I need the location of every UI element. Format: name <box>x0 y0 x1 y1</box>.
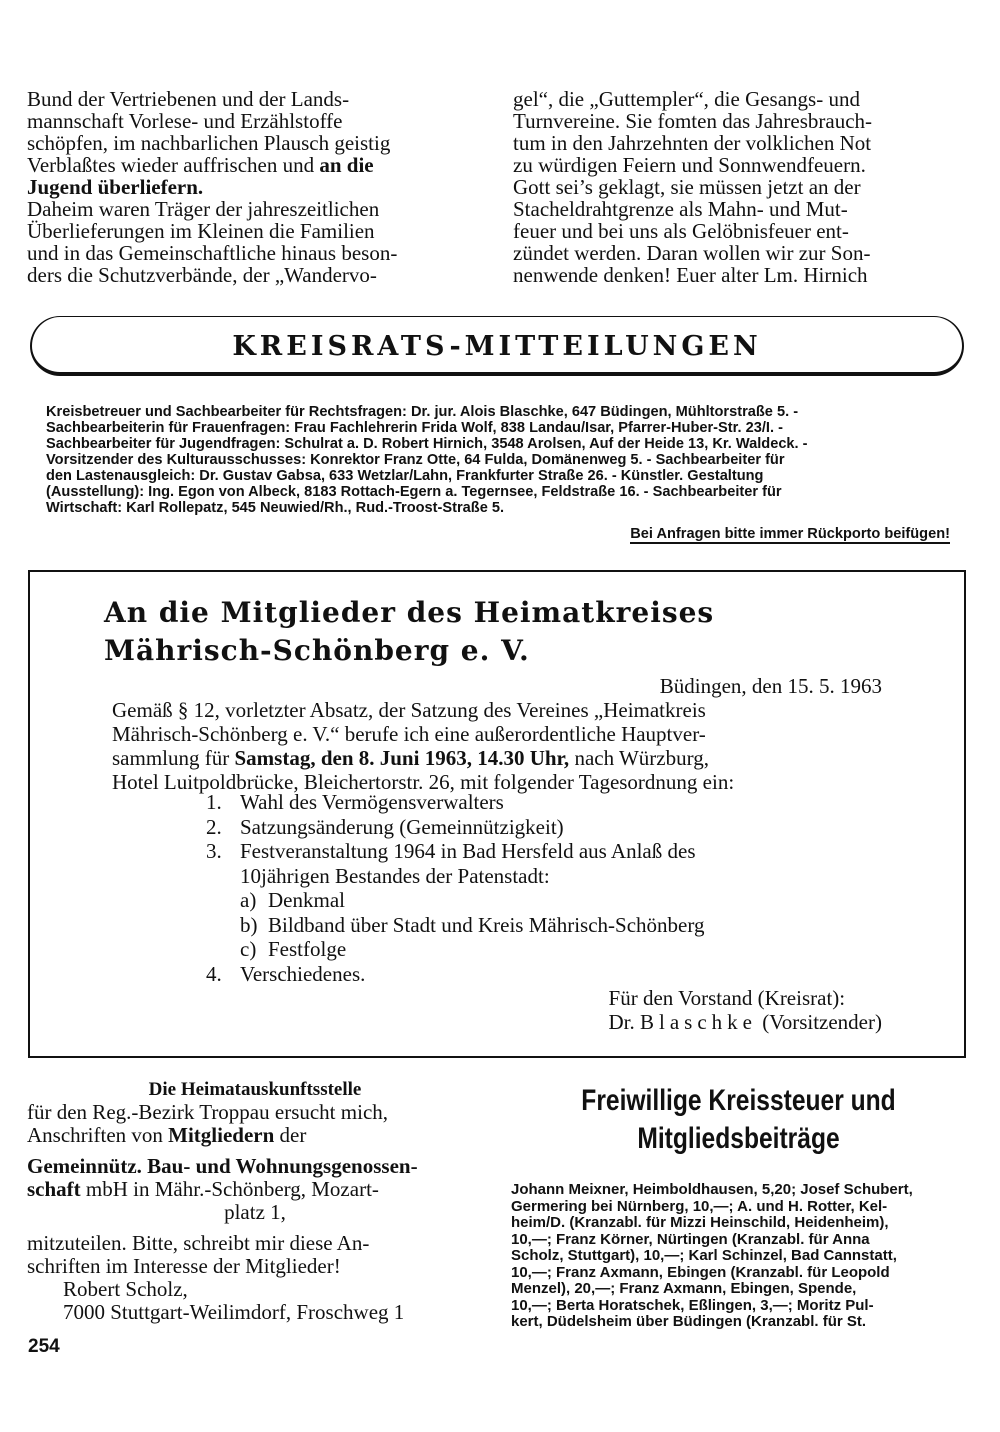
agenda-item <box>206 790 704 815</box>
agenda-number: 2. <box>206 814 222 839</box>
role-topic: Wirtschaft: <box>46 500 123 516</box>
text-fragment: Konrektor Franz Otte, 64 Fulda, Domänenweg 5. - Sachbearbeiter für <box>306 452 785 468</box>
agenda-item <box>206 839 704 864</box>
text-line: ders die Schutzverbände, der „Wandervo- <box>27 263 377 287</box>
council-line <box>46 436 958 452</box>
text-line: Robert Scholz, <box>63 1277 188 1301</box>
council-line <box>46 404 958 420</box>
text-line: heim/D. (Kranzabl. für Mizzi Heinschild, Heidenheim), <box>511 1214 889 1231</box>
banner-title: KREISRATS-MITTEILUNGEN <box>232 331 762 362</box>
agenda-list <box>206 790 704 986</box>
text-line: Gott sei’s geklagt, sie müssen jetzt an der <box>513 175 861 199</box>
text-fragment: Frau Fachlehrerin Frida Wolf, 838 Landau/Isar, Pfarrer-Huber-Str. 23/I. - <box>290 420 783 436</box>
role-topic: Rechtsfragen: <box>308 404 407 420</box>
text-line: 10,—; Franz Axmann, Ebingen (Kranzabl. für Leopold <box>511 1263 890 1281</box>
agenda-number <box>206 864 240 889</box>
text-fragment: Sachbearbeiterin für <box>46 420 192 436</box>
text-line: 10,—; Berta Horatschek, Eßlingen, 3,—; Moritz Pul- <box>511 1296 874 1314</box>
subitem-letter: b) <box>240 912 258 937</box>
role-topic: Frauenfragen: <box>191 420 291 436</box>
agenda-item <box>206 864 704 889</box>
meeting-date: Samstag, den 8. Juni 1963, 14.30 Uhr, <box>234 746 570 770</box>
agenda-text: Wahl des Vermögensverwalters <box>240 790 504 814</box>
text-line: gel“, die „Guttempler“, die Gesangs- und <box>513 87 860 111</box>
text-line: und in das Gemeinschaftliche hinaus beson- <box>27 241 398 265</box>
section-heading: Die Heimatauskunftsstelle <box>148 1079 362 1100</box>
text-fragment: Sachbearbeiter für <box>46 436 180 452</box>
agenda-item <box>206 815 704 840</box>
signoff-role: (Vorsitzender) <box>762 1010 882 1034</box>
text-fragment: nach Würzburg, <box>569 746 709 770</box>
notice-body <box>112 698 886 794</box>
text-line: Überlieferungen im Kleinen die Familien <box>27 219 375 243</box>
text-line: Daheim waren Träger der jahreszeitlichen <box>27 197 380 221</box>
text-line <box>27 154 483 176</box>
text-line: zu würdigen Feiern und Sonnwendfeuern. <box>513 153 866 177</box>
subitem-text: Festfolge <box>268 937 347 961</box>
notice-title-line: Mährisch-Schönberg e. V. <box>104 634 530 667</box>
text-line: Johann Meixner, Heimboldhausen, 5,20; Josef Schubert, <box>511 1181 913 1198</box>
text-line: schöpfen, im nachbarlichen Plausch geistig <box>27 131 391 155</box>
bottom-left-column <box>27 1078 483 1324</box>
bold-fragment: Mitgliedern <box>168 1123 275 1147</box>
agenda-item <box>206 962 704 987</box>
text-line: feuer und bei uns als Gelöbnisfeuer ent- <box>513 219 849 243</box>
council-line <box>46 452 958 468</box>
text-fragment: der <box>274 1123 307 1147</box>
text-line: Menzel), 20,—; Franz Axmann, Ebingen, Spende, <box>511 1280 857 1297</box>
text-fragment: Karl Rollepatz, 545 Neuwied/Rh., Rud.-Troost-Straße 5. <box>122 500 505 516</box>
agenda-text: Verschiedenes. <box>240 961 366 986</box>
text-line: Gemäß § 12, vorletzter Absatz, der Satzung des Vereines „Heimatkreis <box>112 698 706 722</box>
notice-date: Büdingen, den 15. 5. 1963 <box>659 674 882 698</box>
text-line: Turnvereine. Sie fomten das Jahresbrauch- <box>513 109 873 133</box>
text-line: zündet werden. Daran wollen wir zur Son- <box>513 241 871 265</box>
page-number: 254 <box>28 1336 60 1357</box>
text-line: mannschaft Vorlese- und Erzählstoffe <box>27 109 343 133</box>
text-line: Jugend überliefern. <box>27 175 204 199</box>
section-heading <box>552 1082 925 1158</box>
text-line: mitzuteilen. Bitte, schreibt mir diese An- <box>27 1231 370 1255</box>
text-fragment: den <box>46 468 76 484</box>
subitem-text: Bildband über Stadt und Kreis Mährisch-Schönberg <box>268 912 705 937</box>
role-label: Kreisbetreuer <box>46 404 141 420</box>
text-fragment: mbH in Mähr.-Schönberg, Mozart- <box>80 1177 379 1201</box>
bold-fragment: schaft <box>27 1177 81 1201</box>
signoff-line <box>609 1010 882 1034</box>
heading-line: Freiwillige Kreissteuer und <box>581 1084 896 1117</box>
bottom-right-column <box>511 1082 966 1331</box>
signoff-line: Für den Vorstand (Kreisrat): <box>608 986 846 1010</box>
role-topic: Kulturausschusses: <box>166 452 307 468</box>
text-line: Scholz, Stuttgart), 10,—; Karl Schinzel, Bad Cannstatt, <box>511 1247 897 1264</box>
text-line: 7000 Stuttgart-Weilimdorf, Froschweg 1 <box>63 1300 405 1324</box>
council-info <box>46 404 958 516</box>
agenda-number: 4. <box>206 961 222 986</box>
text-line: tum in den Jahrzehnten der volklichen Not <box>513 131 872 155</box>
council-line <box>46 484 958 500</box>
agenda-subitem <box>206 937 704 962</box>
agenda-text: Satzungsänderung (Gemeinnützigkeit) <box>240 814 564 839</box>
agenda-subitem <box>206 888 704 913</box>
council-note: Bei Anfragen bitte immer Rückporto beifügen! <box>630 526 950 542</box>
text-line: 10,—; Franz Körner, Nürtingen (Kranzabl. für Anna <box>511 1230 870 1248</box>
text-line: schriften im Interesse der Mitglieder! <box>27 1254 341 1278</box>
agenda-text: Festveranstaltung 1964 in Bad Hersfeld aus Anlaß des <box>240 839 696 863</box>
section-banner <box>30 316 964 376</box>
donations-list <box>511 1182 966 1331</box>
signoff-title: Dr. <box>608 1010 635 1034</box>
text-line <box>112 746 886 770</box>
text-fragment: sammlung für <box>112 746 230 770</box>
text-line <box>27 1178 483 1201</box>
text-line: Mährisch-Schönberg e. V.“ berufe ich eine außerordentliche Hauptver- <box>112 722 706 746</box>
heading-line: Mitgliedsbeiträge <box>637 1122 840 1155</box>
text-line: platz 1, <box>224 1200 286 1224</box>
agenda-text: 10jährigen Bestandes der Patenstadt: <box>240 863 550 888</box>
text-line: Germering bei Nürnberg, 10,—; A. und H. Rotter, Kel- <box>511 1197 888 1215</box>
text-line: Stacheldrahtgrenze als Mahn- und Mut- <box>513 197 848 221</box>
text-line: für den Reg.-Bezirk Troppau ersucht mich, <box>27 1100 389 1124</box>
text-fragment: Verblaßtes wieder auffrischen und <box>27 153 315 177</box>
subitem-text: Denkmal <box>268 888 345 912</box>
text-fragment: Anschriften von <box>27 1123 169 1147</box>
signoff-name: Blaschke <box>640 1010 757 1034</box>
text-line: Gemeinnütz. Bau- und Wohnungsgenossen- <box>27 1154 418 1178</box>
council-line <box>46 500 958 516</box>
subitem-letter: a) <box>240 888 257 912</box>
council-line <box>46 468 958 484</box>
text-line: Bund der Vertriebenen und der Lands- <box>27 87 350 111</box>
signoff <box>609 986 882 1034</box>
text-line <box>27 1124 483 1147</box>
text-fragment: Dr. jur. Alois Blaschke, 647 Büdingen, Mühltorstraße 5. - <box>406 404 799 420</box>
text-fragment: und Sachbearbeiter für <box>140 404 309 420</box>
text-line: kert, Düdelsheim über Büdingen (Kranzabl. für St. <box>511 1313 867 1330</box>
role-topic: Lastenausgleich: <box>76 468 196 484</box>
text-fragment: Ing. Egon von Albeck, 8183 Rottach-Egern a. Tegernsee, Feldstraße 16. - Sachbearbeiter für <box>144 484 782 500</box>
notice-box <box>28 570 966 1058</box>
agenda-number: 3. <box>206 839 222 863</box>
top-right-column <box>513 88 969 286</box>
subitem-letter: c) <box>240 937 257 961</box>
agenda-subitem <box>206 913 704 938</box>
text-fragment: Schulrat a. D. Robert Hirnich, 3548 Arolsen, Auf der Heide 13, Kr. Waldeck. - <box>280 436 808 452</box>
text-fragment: Dr. Gustav Gabsa, 633 Wetzlar/Lahn, Frankfurter Straße 26. - Künstler. Gestaltung <box>195 468 764 484</box>
text-line: Hotel Luitpoldbrücke, Bleichertorstr. 26, mit folgender Tagesordnung ein: <box>112 770 735 794</box>
role-topic: (Ausstellung): <box>46 484 145 500</box>
role-topic: Jugendfragen: <box>179 436 281 452</box>
top-left-column <box>27 88 483 286</box>
bold-fragment: an die <box>319 153 374 177</box>
council-line <box>46 420 958 436</box>
text-fragment: Vorsitzender des <box>46 452 167 468</box>
notice-title-line: An die Mitglieder des Heimatkreises <box>104 596 715 629</box>
notice-title <box>104 594 804 670</box>
agenda-number: 1. <box>206 790 222 814</box>
text-line: nenwende denken! Euer alter Lm. Hirnich <box>513 263 868 287</box>
